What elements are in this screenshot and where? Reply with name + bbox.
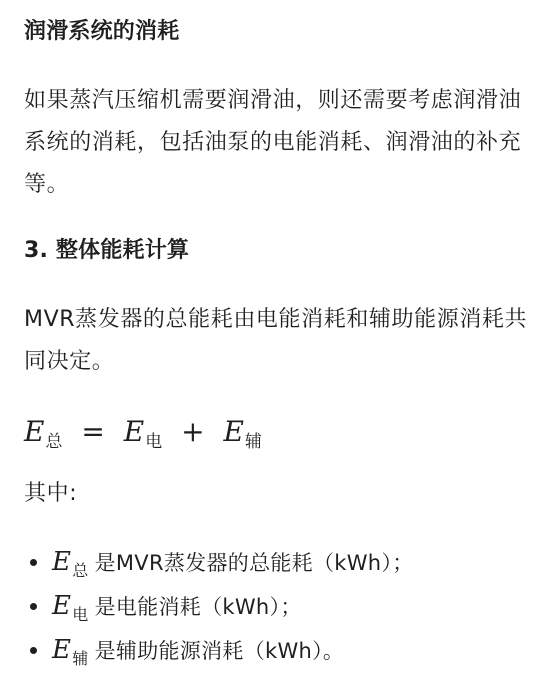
definition-list <box>24 540 544 672</box>
where-label: 其中: <box>24 481 78 506</box>
formula-lhs-symbol: E <box>24 415 45 448</box>
total-energy-formula <box>24 412 534 452</box>
definition-text: 是辅助能源消耗（kWh）。 <box>94 639 345 663</box>
definition-text: 是MVR蒸发器的总能耗（kWh）； <box>94 551 414 575</box>
formula-term1-symbol: E <box>123 415 145 448</box>
definition-item-total <box>24 540 544 584</box>
definition-text: 是电能消耗（kWh）； <box>94 595 302 619</box>
formula-term1-subscript: 电 <box>145 432 163 452</box>
formula-equals: = <box>81 415 105 448</box>
total-energy-heading: 3. 整体能耗计算 <box>24 238 190 263</box>
bullet-dot <box>30 647 37 654</box>
definition-symbol: E <box>52 547 72 577</box>
definition-symbol: E <box>52 635 72 665</box>
total-energy-paragraph: MVR蒸发器的总能耗由电能消耗和辅助能源消耗共同决定。 <box>24 307 528 374</box>
lubrication-paragraph: 如果蒸汽压缩机需要润滑油，则还需要考虑润滑油系统的消耗，包括油泵的电能消耗、润滑油的补充等。 <box>24 88 522 197</box>
bullet-dot <box>30 603 37 610</box>
definition-item-electric <box>24 584 544 628</box>
definition-subscript: 辅 <box>72 649 89 668</box>
formula-lhs-subscript: 总 <box>45 432 63 452</box>
definition-symbol: E <box>52 591 72 621</box>
formula-term2-symbol: E <box>223 415 244 448</box>
formula-term2-subscript: 辅 <box>244 432 262 452</box>
formula-plus: + <box>181 415 205 448</box>
lubrication-heading: 润滑系统的消耗 <box>24 19 180 44</box>
definition-subscript: 总 <box>72 561 89 580</box>
definition-item-auxiliary <box>24 628 544 672</box>
definition-subscript: 电 <box>72 605 89 624</box>
bullet-dot <box>30 559 37 566</box>
